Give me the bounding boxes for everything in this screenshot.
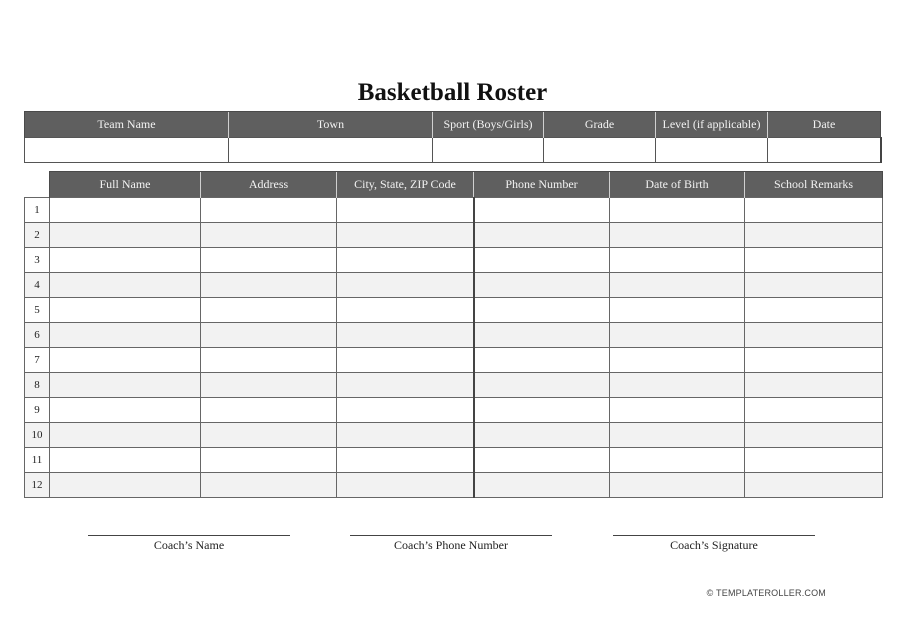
full-name-cell[interactable] [50, 448, 201, 473]
address-cell[interactable] [201, 398, 337, 423]
coach-name-signature-line[interactable]: Coach’s Name [88, 535, 290, 553]
school-remarks-cell[interactable] [745, 373, 883, 398]
full-name-cell[interactable] [50, 273, 201, 298]
header-team-name: Team Name [25, 112, 229, 138]
date-of-birth-cell[interactable] [610, 398, 745, 423]
town-field[interactable] [229, 138, 433, 163]
full-name-cell[interactable] [50, 248, 201, 273]
full-name-cell[interactable] [50, 298, 201, 323]
phone-number-cell[interactable] [474, 198, 610, 223]
address-cell[interactable] [201, 248, 337, 273]
header-school-remarks: School Remarks [745, 172, 883, 198]
date-of-birth-cell[interactable] [610, 248, 745, 273]
city-state-zip-cell[interactable] [337, 323, 474, 348]
header-full-name: Full Name [50, 172, 201, 198]
row-number: 2 [25, 223, 50, 248]
header-level: Level (if applicable) [656, 112, 768, 138]
school-remarks-cell[interactable] [745, 348, 883, 373]
coach-phone-signature-line[interactable]: Coach’s Phone Number [350, 535, 552, 553]
phone-number-cell[interactable] [474, 373, 610, 398]
date-of-birth-cell[interactable] [610, 348, 745, 373]
full-name-cell[interactable] [50, 223, 201, 248]
address-cell[interactable] [201, 473, 337, 498]
header-date-of-birth: Date of Birth [610, 172, 745, 198]
city-state-zip-cell[interactable] [337, 223, 474, 248]
phone-number-cell[interactable] [474, 323, 610, 348]
address-cell[interactable] [201, 298, 337, 323]
city-state-zip-cell[interactable] [337, 373, 474, 398]
date-of-birth-cell[interactable] [610, 423, 745, 448]
row-number: 7 [25, 348, 50, 373]
school-remarks-cell[interactable] [745, 273, 883, 298]
date-of-birth-cell[interactable] [610, 298, 745, 323]
table-row [25, 198, 883, 223]
school-remarks-cell[interactable] [745, 298, 883, 323]
date-of-birth-cell[interactable] [610, 473, 745, 498]
coach-signature-line[interactable]: Coach’s Signature [613, 535, 815, 553]
date-of-birth-cell[interactable] [610, 448, 745, 473]
table-row [25, 348, 883, 373]
phone-number-cell[interactable] [474, 423, 610, 448]
table-row [25, 273, 883, 298]
full-name-cell[interactable] [50, 198, 201, 223]
copyright-notice: © TEMPLATEROLLER.COM [706, 588, 826, 598]
row-number: 4 [25, 273, 50, 298]
team-name-field[interactable] [25, 138, 229, 163]
table-row [25, 223, 883, 248]
city-state-zip-cell[interactable] [337, 298, 474, 323]
grade-field[interactable] [544, 138, 656, 163]
header-phone-number: Phone Number [474, 172, 610, 198]
phone-number-cell[interactable] [474, 348, 610, 373]
full-name-cell[interactable] [50, 423, 201, 448]
header-grade: Grade [544, 112, 656, 138]
full-name-cell[interactable] [50, 373, 201, 398]
school-remarks-cell[interactable] [745, 473, 883, 498]
phone-number-cell[interactable] [474, 248, 610, 273]
school-remarks-cell[interactable] [745, 398, 883, 423]
table-row [25, 448, 883, 473]
page-title: Basketball Roster [357, 79, 548, 106]
school-remarks-cell[interactable] [745, 223, 883, 248]
table-row [25, 248, 883, 273]
row-number: 8 [25, 373, 50, 398]
team-info-table [24, 111, 882, 163]
phone-number-cell[interactable] [474, 473, 610, 498]
school-remarks-cell[interactable] [745, 423, 883, 448]
table-row [25, 373, 883, 398]
phone-number-cell[interactable] [474, 448, 610, 473]
city-state-zip-cell[interactable] [337, 348, 474, 373]
address-cell[interactable] [201, 373, 337, 398]
row-number: 3 [25, 248, 50, 273]
header-address: Address [201, 172, 337, 198]
school-remarks-cell[interactable] [745, 248, 883, 273]
header-city-state-zip: City, State, ZIP Code [337, 172, 474, 198]
table-row [25, 323, 883, 348]
header-town: Town [229, 112, 433, 138]
header-sport: Sport (Boys/Girls) [433, 112, 544, 138]
full-name-cell[interactable] [50, 398, 201, 423]
phone-number-cell[interactable] [474, 398, 610, 423]
date-of-birth-cell[interactable] [610, 198, 745, 223]
row-number-header [25, 172, 50, 198]
city-state-zip-cell[interactable] [337, 198, 474, 223]
city-state-zip-cell[interactable] [337, 248, 474, 273]
school-remarks-cell[interactable] [745, 323, 883, 348]
school-remarks-cell[interactable] [745, 448, 883, 473]
phone-number-cell[interactable] [474, 223, 610, 248]
table-row [25, 423, 883, 448]
full-name-cell[interactable] [50, 473, 201, 498]
phone-number-cell[interactable] [474, 298, 610, 323]
city-state-zip-cell[interactable] [337, 398, 474, 423]
address-cell[interactable] [201, 273, 337, 298]
table-row [25, 298, 883, 323]
address-cell[interactable] [201, 323, 337, 348]
date-of-birth-cell[interactable] [610, 323, 745, 348]
row-number: 1 [25, 198, 50, 223]
header-date: Date [768, 112, 881, 138]
row-number: 10 [25, 423, 50, 448]
sport-field[interactable] [433, 138, 544, 163]
phone-number-cell[interactable] [474, 273, 610, 298]
row-number: 12 [25, 473, 50, 498]
city-state-zip-cell[interactable] [337, 448, 474, 473]
date-of-birth-cell[interactable] [610, 373, 745, 398]
address-cell[interactable] [201, 223, 337, 248]
full-name-cell[interactable] [50, 348, 201, 373]
row-number: 11 [25, 448, 50, 473]
address-cell[interactable] [201, 448, 337, 473]
city-state-zip-cell[interactable] [337, 273, 474, 298]
city-state-zip-cell[interactable] [337, 473, 474, 498]
table-row [25, 473, 883, 498]
row-number: 5 [25, 298, 50, 323]
team-info-input-row [25, 138, 881, 163]
row-number: 9 [25, 398, 50, 423]
address-cell[interactable] [201, 348, 337, 373]
team-info-header-row [25, 112, 881, 138]
date-of-birth-cell[interactable] [610, 273, 745, 298]
roster-table [24, 171, 883, 498]
table-row [25, 398, 883, 423]
date-field[interactable] [768, 138, 881, 163]
full-name-cell[interactable] [50, 323, 201, 348]
school-remarks-cell[interactable] [745, 198, 883, 223]
address-cell[interactable] [201, 423, 337, 448]
address-cell[interactable] [201, 198, 337, 223]
city-state-zip-cell[interactable] [337, 423, 474, 448]
row-number: 6 [25, 323, 50, 348]
level-field[interactable] [656, 138, 768, 163]
date-of-birth-cell[interactable] [610, 223, 745, 248]
roster-header-row [25, 172, 883, 198]
